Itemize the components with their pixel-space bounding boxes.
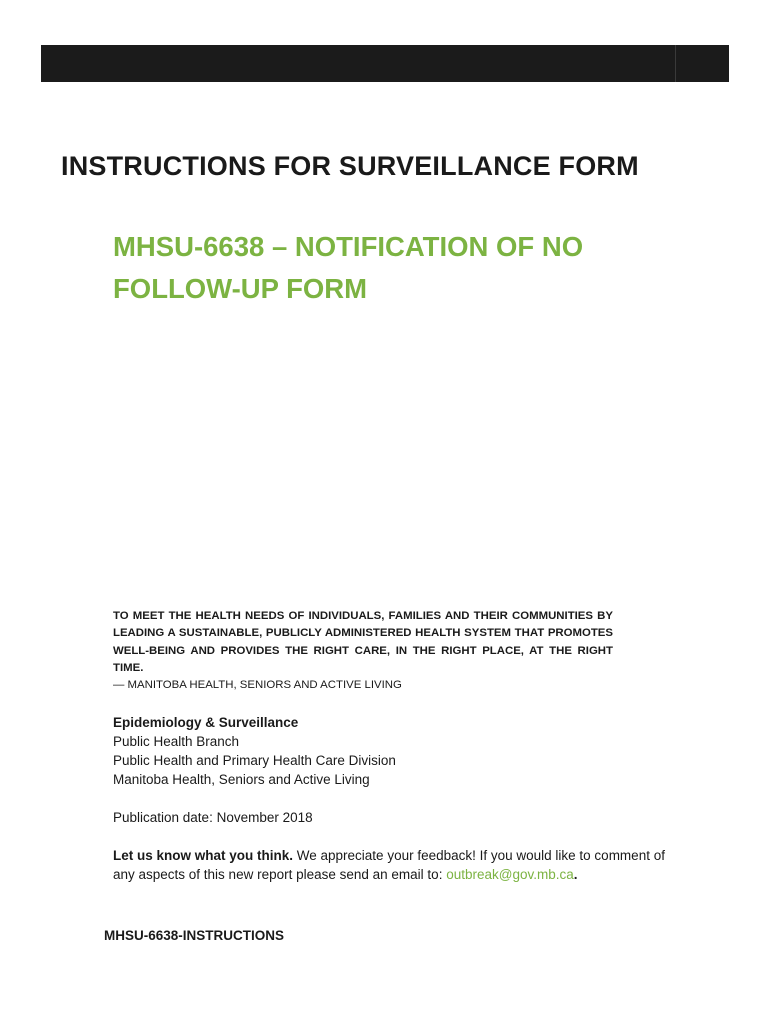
- feedback-lead: Let us know what you think.: [113, 848, 294, 863]
- organization-title: Epidemiology & Surveillance: [113, 715, 299, 730]
- mission-statement: TO MEET THE HEALTH NEEDS OF INDIVIDUALS, FAMILIES AND THEIR COMMUNITIES BY LEADING A SUSTAINABLE, PUBLICLY ADMINISTERED HEALTH SYSTEM THAT PROMOTES WELL-BEING AND PROVIDES THE RIGHT CARE, IN THE RIGHT PLACE, AT THE RIGHT TIME.: [113, 610, 613, 674]
- subtitle-line-2: FOLLOW-UP FORM: [113, 273, 368, 304]
- header-bar-divider: [675, 45, 676, 82]
- mission-attribution: — MANITOBA HEALTH, SENIORS AND ACTIVE LIVING: [113, 679, 402, 691]
- feedback-paragraph: [113, 846, 673, 884]
- subtitle-line-1: MHSU-6638 – NOTIFICATION OF NO: [113, 231, 584, 262]
- header-bar: [41, 45, 729, 82]
- organization-branch: Public Health Branch: [113, 734, 240, 749]
- organization-ministry: Manitoba Health, Seniors and Active Living: [113, 772, 370, 787]
- organization-block: [113, 713, 396, 789]
- feedback-end: .: [573, 867, 578, 882]
- feedback-body: We appreciate your feedback! If you would like to comment of any aspects of this new report please send an email to:: [113, 848, 665, 882]
- form-subtitle: [113, 226, 673, 310]
- publication-date: Publication date: November 2018: [113, 810, 313, 825]
- document-code: MHSU-6638-INSTRUCTIONS: [104, 928, 285, 943]
- feedback-email-link[interactable]: outbreak@gov.mb.ca: [446, 867, 574, 882]
- page-title: INSTRUCTIONS FOR SURVEILLANCE FORM: [61, 151, 639, 181]
- organization-division: Public Health and Primary Health Care Division: [113, 753, 396, 768]
